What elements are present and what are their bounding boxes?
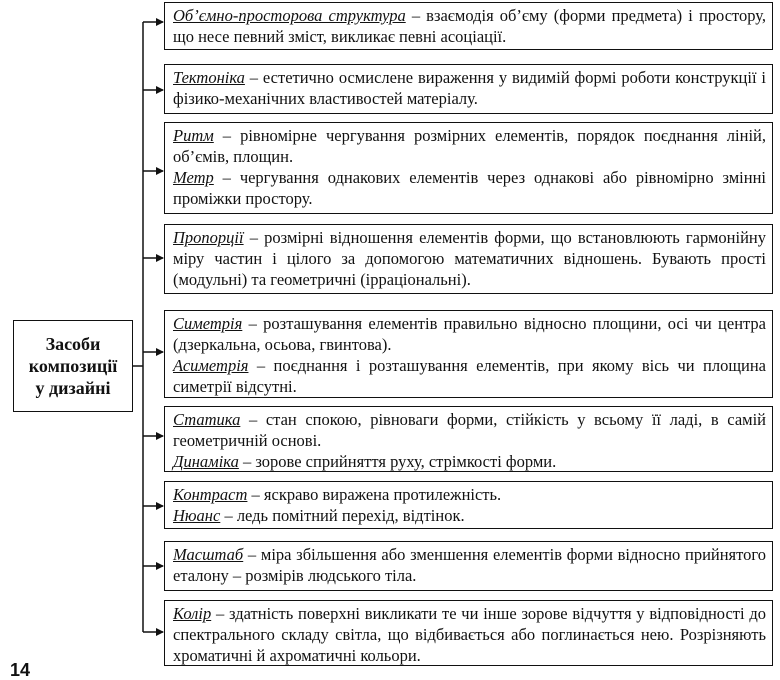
root-title-line: композиції [28, 356, 118, 376]
definition-entry [173, 484, 766, 505]
term-separator: – [213, 126, 241, 145]
definition-entry [173, 5, 766, 47]
term-label: Масштаб [173, 545, 244, 564]
page-number: 14 [10, 660, 31, 680]
term-label: Колір [173, 604, 212, 623]
item-box-statics-dynamics [164, 406, 773, 472]
item-box-volume-space-structure [164, 2, 773, 50]
definition-entry [173, 227, 766, 290]
term-label: Об’ємно-просторова структура [173, 6, 406, 25]
definition-entry [173, 67, 766, 109]
term-label: Симетрія [173, 314, 243, 333]
term-label: Нюанс [173, 506, 221, 525]
item-box-color [164, 600, 773, 666]
definition-text: поєднання і розташування елементів, при якому вісь чи площина симетрії відсутні. [173, 356, 767, 396]
definition-text: стан спокою, рівноваги форми, стійкість у всьому її ладі, в самій геометричній основі. [173, 410, 766, 450]
term-label: Метр [173, 168, 214, 187]
term-label: Ритм [173, 126, 214, 145]
term-separator: – [242, 314, 264, 333]
item-box-scale [164, 541, 773, 591]
root-title-line: Засоби [45, 334, 101, 354]
definition-text: яскраво виражена протилежність. [263, 485, 502, 504]
term-label: Динаміка [173, 452, 239, 471]
definition-text: ледь помітний перехід, відтінок. [236, 506, 465, 525]
definition-entry [173, 544, 766, 586]
term-label: Тектоніка [173, 68, 245, 87]
item-box-contrast-nuance [164, 481, 773, 529]
definition-text: взаємодія об’єму (форми предмета) і простору, що несе певний зміст, викликає певні асоціації. [173, 6, 767, 46]
root-title [29, 333, 117, 399]
term-label: Контраст [173, 485, 248, 504]
definition-text: чергування однакових елементів через однакові або рівномірно змінні проміжки простору. [173, 168, 767, 208]
definition-entry [173, 167, 766, 209]
term-separator: – [243, 545, 261, 564]
definition-entry [173, 409, 766, 451]
definition-text: рівномірне чергування розмірних елементів, порядок поєднання ліній, об’ємів, площин. [173, 126, 766, 166]
definition-entry [173, 125, 766, 167]
definition-text: естетично осмислене вираження у видимій формі роботи конструкції і фізико-механічних властивостей матеріалу. [173, 68, 766, 108]
term-separator: – [243, 228, 265, 247]
term-label: Пропорції [173, 228, 244, 247]
term-separator: – [238, 452, 256, 471]
term-label: Асиметрія [173, 356, 249, 375]
definition-entry [173, 313, 766, 355]
definition-text: зорове сприйняття руху, стрімкості форми. [255, 452, 557, 471]
item-box-rhythm-meter [164, 122, 773, 214]
definition-entry [173, 603, 766, 666]
term-separator: – [211, 604, 230, 623]
term-label: Статика [173, 410, 241, 429]
definition-text: розмірні відношення елементів форми, що встановлюють гармонійну міру частин і цілого за допомогою математичних відношень. Бувають прості (модульні) та геометричні (ірраціональні). [173, 228, 766, 289]
item-box-tectonics [164, 64, 773, 114]
item-box-proportions [164, 224, 773, 294]
term-separator: – [244, 68, 263, 87]
term-separator: – [213, 168, 240, 187]
item-box-symmetry-asymmetry [164, 310, 773, 398]
term-separator: – [240, 410, 266, 429]
definition-entry [173, 451, 766, 472]
root-title-line: у дизайні [35, 378, 111, 398]
definition-entry [173, 355, 766, 397]
term-separator: – [220, 506, 237, 525]
root-box [13, 320, 133, 412]
definition-text: міра збільшення або зменшення елементів форми відносно прийнятого еталону – розмірів людського тіла. [173, 545, 766, 585]
definition-entry [173, 505, 766, 526]
definition-text: розташування елементів правильно відносно площини, осі чи центра (дзеркальна, осьова, гвинтова). [173, 314, 767, 354]
term-separator: – [247, 485, 264, 504]
term-separator: – [248, 356, 274, 375]
term-separator: – [405, 6, 427, 25]
definition-text: здатність поверхні викликати те чи інше зорове відчуття у відповідності до спектрального складу світла, що відбивається або поглинається нею. Розрізняють хроматичні й ахроматичні кольори. [173, 604, 766, 665]
